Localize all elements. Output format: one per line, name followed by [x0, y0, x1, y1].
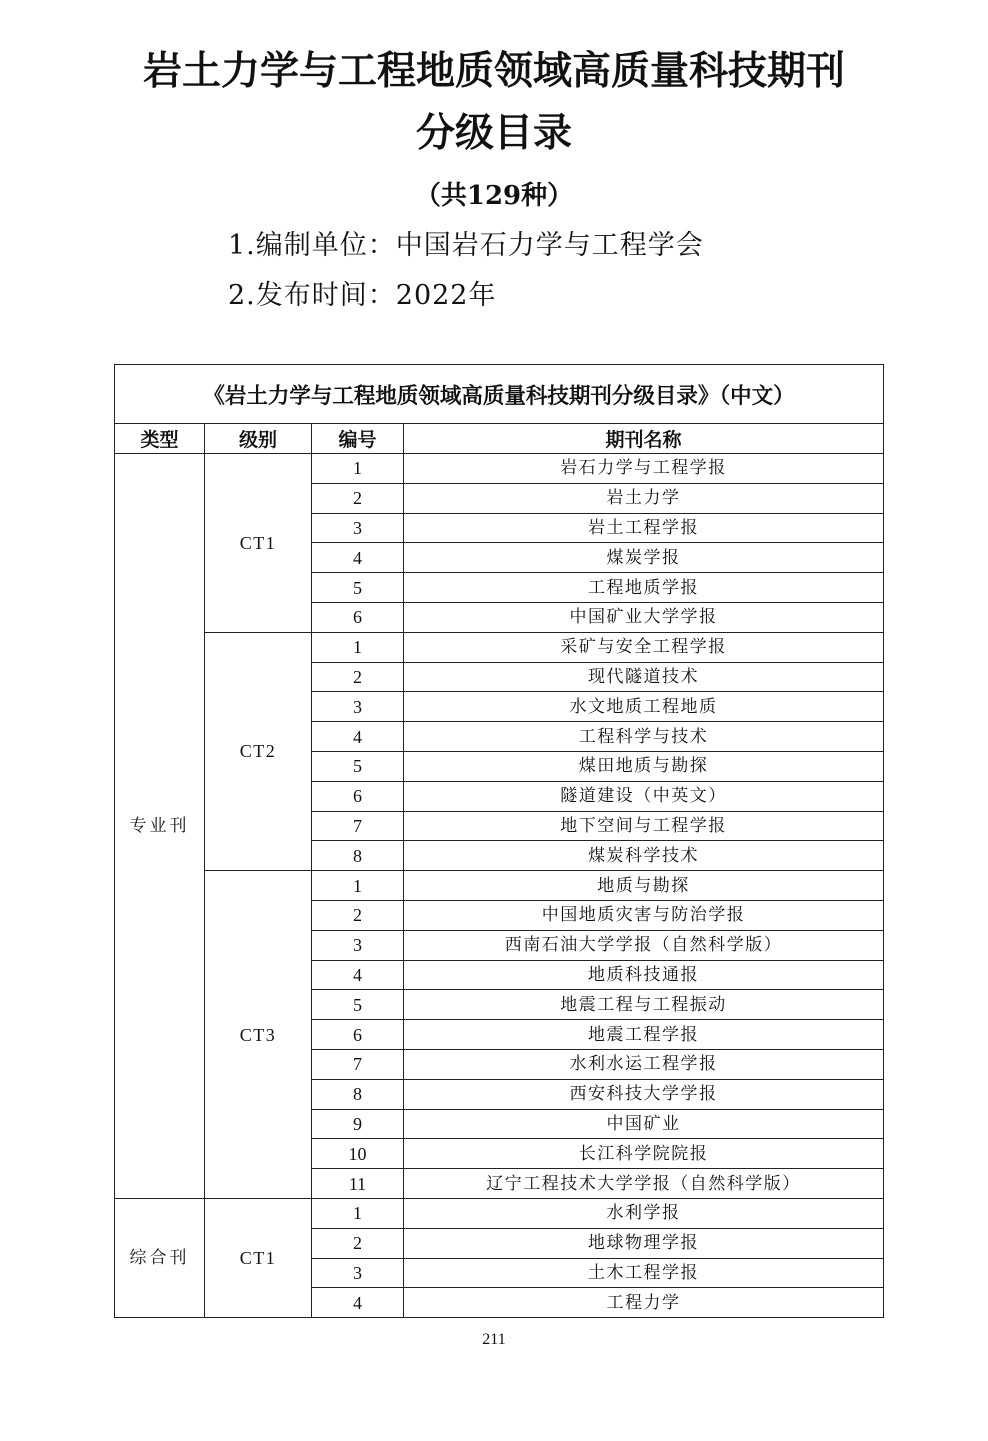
journal-name-cell: 中国矿业 [404, 1109, 884, 1139]
journal-number-cell: 3 [312, 692, 404, 722]
journal-name-cell: 土木工程学报 [404, 1258, 884, 1288]
journal-type-cell: 综合刊 [115, 1198, 205, 1317]
table-caption: 《岩土力学与工程地质领域高质量科技期刊分级目录》（中文） [115, 365, 884, 424]
journal-level-cell: CT2 [205, 632, 312, 870]
journal-number-cell: 9 [312, 1109, 404, 1139]
document-title-line-1: 岩土力学与工程地质领域高质量科技期刊 [142, 49, 845, 94]
journal-name-cell: 地震工程与工程振动 [404, 990, 884, 1020]
journal-name-cell: 水利学报 [404, 1198, 884, 1228]
journal-level-cell: CT3 [205, 871, 312, 1199]
document-title-line-2: 分级目录 [415, 111, 572, 156]
journal-number-cell: 1 [312, 1198, 404, 1228]
header-journal-name: 期刊名称 [404, 424, 884, 454]
journal-name-cell: 辽宁工程技术大学学报（自然科学版） [404, 1169, 884, 1199]
journal-number-cell: 5 [312, 573, 404, 603]
journal-table-container [114, 364, 883, 1318]
table-caption-row [115, 365, 884, 424]
journal-name-cell: 地震工程学报 [404, 1020, 884, 1050]
journal-name-cell: 长江科学院院报 [404, 1139, 884, 1169]
journal-number-cell: 6 [312, 1020, 404, 1050]
journal-name-cell: 西南石油大学学报（自然科学版） [404, 930, 884, 960]
journal-number-cell: 2 [312, 900, 404, 930]
journal-number-cell: 3 [312, 1258, 404, 1288]
table-header-row [115, 424, 884, 454]
journal-name-cell: 隧道建设（中英文） [404, 781, 884, 811]
journal-name-cell: 煤炭学报 [404, 543, 884, 573]
journal-number-cell: 5 [312, 751, 404, 781]
header-type: 类型 [115, 424, 205, 454]
table-body [115, 454, 884, 1318]
journal-level-cell: CT1 [205, 454, 312, 633]
journal-name-cell: 地质与勘探 [404, 871, 884, 901]
journal-count: （共129种） [414, 181, 574, 211]
journal-name-cell: 地下空间与工程学报 [404, 811, 884, 841]
journal-name-cell: 岩土力学 [404, 483, 884, 513]
table-row [115, 871, 884, 901]
journal-name-cell: 地质科技通报 [404, 960, 884, 990]
journal-number-cell: 2 [312, 662, 404, 692]
table-row [115, 1198, 884, 1228]
journal-name-cell: 西安科技大学学报 [404, 1079, 884, 1109]
header-level: 级别 [205, 424, 312, 454]
release-date: 2.发布时间：2022年 [228, 280, 497, 311]
journal-number-cell: 7 [312, 811, 404, 841]
journal-number-cell: 4 [312, 1288, 404, 1318]
journal-number-cell: 8 [312, 1079, 404, 1109]
journal-number-cell: 1 [312, 871, 404, 901]
journal-number-cell: 5 [312, 990, 404, 1020]
journal-number-cell: 4 [312, 722, 404, 752]
journal-number-cell: 6 [312, 781, 404, 811]
journal-name-cell: 地球物理学报 [404, 1228, 884, 1258]
journal-number-cell: 3 [312, 513, 404, 543]
journal-number-cell: 1 [312, 632, 404, 662]
table-row [115, 454, 884, 484]
journal-name-cell: 现代隧道技术 [404, 662, 884, 692]
journal-name-cell: 水利水运工程学报 [404, 1049, 884, 1079]
journal-number-cell: 6 [312, 602, 404, 632]
journal-name-cell: 中国矿业大学学报 [404, 602, 884, 632]
journal-name-cell: 工程力学 [404, 1288, 884, 1318]
journal-number-cell: 4 [312, 960, 404, 990]
journal-number-cell: 7 [312, 1049, 404, 1079]
journal-number-cell: 3 [312, 930, 404, 960]
header-number: 编号 [312, 424, 404, 454]
journal-number-cell: 10 [312, 1139, 404, 1169]
journal-name-cell: 采矿与安全工程学报 [404, 632, 884, 662]
journal-table [114, 364, 884, 1318]
journal-number-cell: 2 [312, 483, 404, 513]
journal-level-cell: CT1 [205, 1198, 312, 1317]
journal-name-cell: 工程科学与技术 [404, 722, 884, 752]
table-row [115, 632, 884, 662]
compiling-unit: 1.编制单位：中国岩石力学与工程学会 [228, 230, 704, 261]
journal-name-cell: 中国地质灾害与防治学报 [404, 900, 884, 930]
journal-number-cell: 11 [312, 1169, 404, 1199]
journal-name-cell: 岩石力学与工程学报 [404, 454, 884, 484]
journal-number-cell: 8 [312, 841, 404, 871]
page-number: 211 [482, 1331, 506, 1348]
journal-type-cell: 专业刊 [115, 454, 205, 1199]
journal-name-cell: 煤田地质与勘探 [404, 751, 884, 781]
journal-name-cell: 煤炭科学技术 [404, 841, 884, 871]
journal-number-cell: 2 [312, 1228, 404, 1258]
journal-name-cell: 水文地质工程地质 [404, 692, 884, 722]
journal-number-cell: 1 [312, 454, 404, 484]
journal-name-cell: 岩土工程学报 [404, 513, 884, 543]
journal-name-cell: 工程地质学报 [404, 573, 884, 603]
journal-number-cell: 4 [312, 543, 404, 573]
